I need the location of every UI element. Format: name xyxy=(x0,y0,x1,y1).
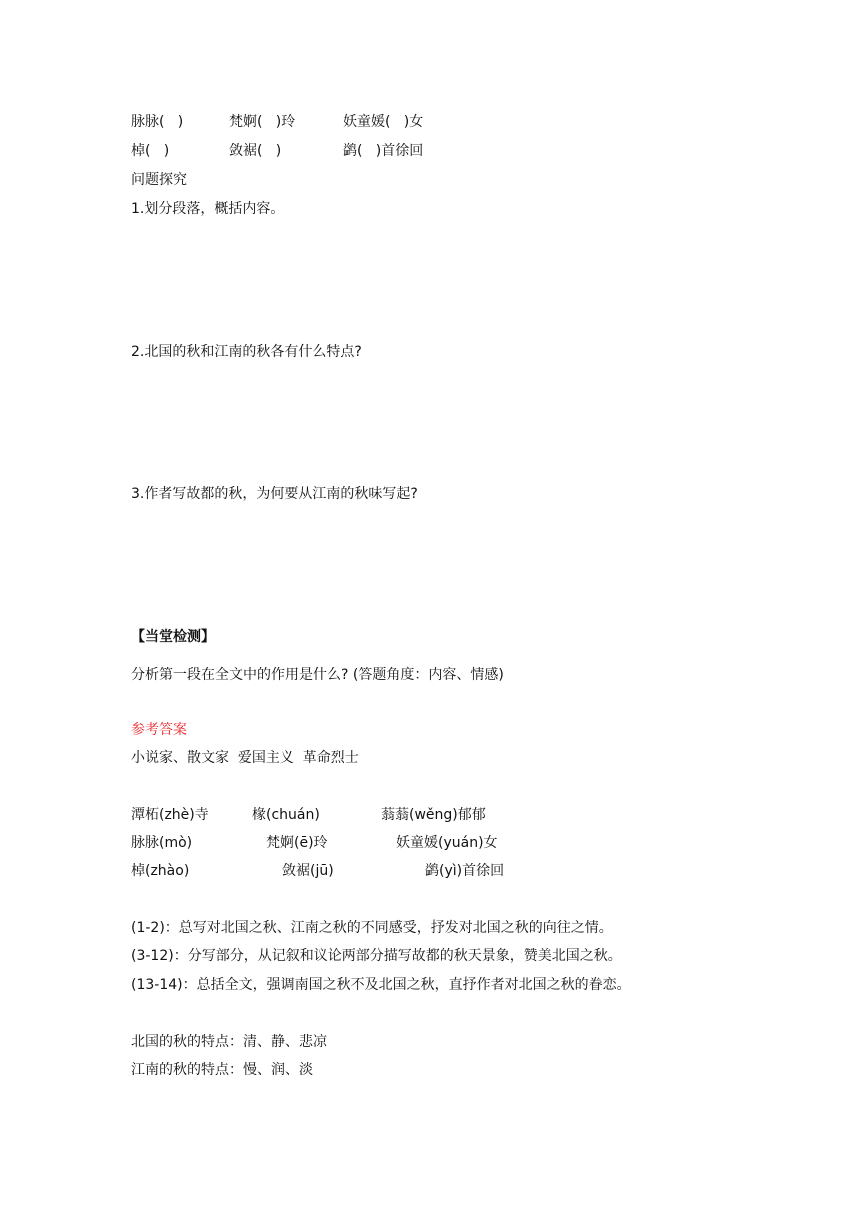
question-2: 2.北国的秋和江南的秋各有什么特点? xyxy=(131,344,362,360)
pinyin-answer: 棹(zhào) xyxy=(131,863,190,879)
pinyin-answer: 脉脉(mò) xyxy=(131,835,193,851)
pinyin-answer: 妖童媛(yuán)女 xyxy=(396,835,498,851)
blank-item: 鹢( )首徐回 xyxy=(343,143,424,159)
blank-item: 敛裾( ) xyxy=(229,143,282,159)
section-answer-1: (1-2)：总写对北国之秋、江南之秋的不同感受，抒发对北国之秋的向往之情。 xyxy=(131,920,613,936)
pinyin-answer: 蓊蓊(wěng)郁郁 xyxy=(381,807,486,823)
south-features: 江南的秋的特点：慢、润、淡 xyxy=(131,1062,313,1078)
blank-item: 棹( ) xyxy=(131,143,170,159)
blank-item: 妖童媛( )女 xyxy=(343,114,424,130)
pinyin-answer: 鹢(yì)首徐回 xyxy=(425,863,505,879)
section-answer-3: (13-14)：总括全文，强调南国之秋不及北国之秋，直抒作者对北国之秋的眷恋。 xyxy=(131,977,631,993)
pinyin-answer: 潭柘(zhè)寺 xyxy=(131,807,209,823)
check-heading: 【当堂检测】 xyxy=(131,629,215,645)
question-1: 1.划分段落，概括内容。 xyxy=(131,201,285,217)
section-heading: 问题探究 xyxy=(131,172,187,188)
question-3: 3.作者写故都的秋，为何要从江南的秋味写起? xyxy=(131,486,418,502)
section-answer-2: (3-12)：分写部分，从记叙和议论两部分描写故都的秋天景象，赞美北国之秋。 xyxy=(131,948,622,964)
blank-item: 脉脉( ) xyxy=(131,114,184,130)
author-answer: 小说家、散文家 爱国主义 革命烈士 xyxy=(131,750,359,766)
check-question: 分析第一段在全文中的作用是什么? (答题角度：内容、情感) xyxy=(131,667,504,683)
pinyin-answer: 梵婀(ē)玲 xyxy=(266,835,328,851)
blank-item: 梵婀( )玲 xyxy=(229,114,296,130)
pinyin-answer: 敛裾(jū) xyxy=(282,863,334,879)
answers-heading: 参考答案 xyxy=(131,722,187,738)
north-features: 北国的秋的特点：清、静、悲凉 xyxy=(131,1034,327,1050)
pinyin-answer: 椽(chuán) xyxy=(252,807,320,823)
